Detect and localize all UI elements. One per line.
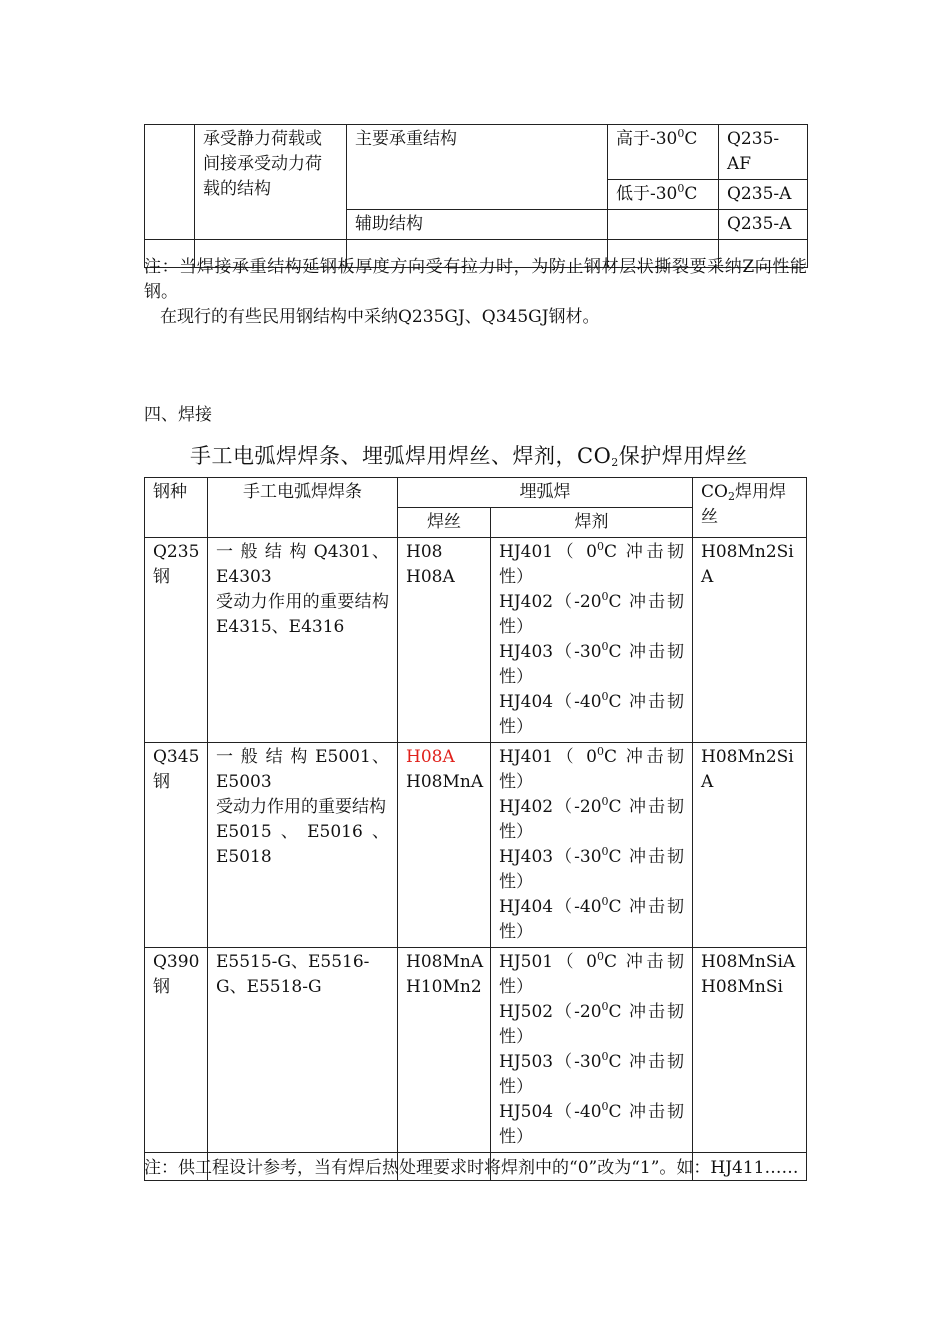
flux-item: $HJ403(-30^0C$ 冲击韧性）	[499, 640, 684, 687]
table1-aux-structure: 辅助结构	[347, 210, 608, 240]
electrode-general: E5515-G、E5516-G、E5518-G	[216, 952, 370, 997]
flux-item: HJ501（ $0^0C$ 冲击韧性）	[499, 950, 684, 997]
table1-aux-grade: Q235-A	[719, 210, 808, 240]
steel-grade: Q345钢	[145, 743, 208, 948]
flux-cell	[491, 948, 693, 1153]
wire-item: H08MnA	[406, 952, 484, 972]
electrode-dynamic: 受动力作用的重要结构E4315、E4316	[216, 592, 389, 637]
wire-cell	[398, 948, 491, 1153]
table1-applicability: 承受静力荷载或间接承受动力荷载的结构	[195, 125, 347, 240]
electrode-general: 一 般 结 构 E5001、E5003	[216, 747, 389, 792]
electrode-dynamic: 受动力作用的重要结构	[216, 797, 386, 817]
table1-below-temp: 低于$-30^0C$	[608, 180, 719, 210]
note-z-direction-steel: 注：当焊接承重结构延钢板厚度方向受有拉力时，为防止钢材层状撕裂要采纳Z向性能钢。	[144, 257, 807, 302]
header-wire: 焊丝	[398, 508, 491, 538]
flux-item: $HJ402(-20^0C$ 冲击韧性）	[499, 795, 684, 842]
co2-wire-cell: H08Mn2SiA	[693, 743, 807, 948]
flux-item: $HJ404(-40^0C$ 冲击韧性）	[499, 690, 684, 737]
flux-item: $HJ402(-20^0C$ 冲击韧性）	[499, 590, 684, 637]
steel-grade: Q390钢	[145, 948, 208, 1153]
header-co2-wire: $CO_2$焊用焊丝	[693, 478, 807, 538]
wire-item-highlighted: H08A	[406, 747, 455, 767]
table1-empty-cell	[145, 125, 195, 240]
wire-cell	[398, 538, 491, 743]
flux-item: $HJ503(-30^0C$ 冲击韧性）	[499, 1050, 684, 1097]
electrode-cell	[208, 948, 398, 1153]
header-saw: 埋弧焊	[398, 478, 693, 508]
flux-cell	[491, 743, 693, 948]
wire-item: H08A	[406, 567, 455, 587]
flux-item: $HJ403(-30^0C$ 冲击韧性）	[499, 845, 684, 892]
electrode-general: 一 般 结 构 Q4301、E4303	[216, 542, 389, 587]
electrode-dynamic-codes: E5015、E5016、E5018	[216, 822, 389, 867]
flux-item: $HJ404(-40^0C$ 冲击韧性）	[499, 895, 684, 942]
note-civil-steel: 在现行的有些民用钢结构中采纳Q235GJ、Q345GJ钢材。	[160, 307, 600, 327]
header-flux: 焊剂	[491, 508, 693, 538]
electrode-cell	[208, 743, 398, 948]
wire-item: H08	[406, 542, 443, 562]
note-heat-treatment: 注：供工程设计参考，当有焊后热处理要求时将焊剂中的“0”改为“1”。如：HJ411……	[144, 1158, 799, 1178]
flux-item: $HJ502(-20^0C$ 冲击韧性）	[499, 1000, 684, 1047]
electrode-cell	[208, 538, 398, 743]
table-row	[145, 538, 807, 743]
flux-cell	[491, 538, 693, 743]
header-steel: 钢种	[145, 478, 208, 538]
steel-grade: Q235钢	[145, 538, 208, 743]
flux-item: $HJ504(-40^0C$ 冲击韧性）	[499, 1100, 684, 1147]
co2-wire-cell	[693, 948, 807, 1153]
flux-item: HJ401（ $0^0C$ 冲击韧性）	[499, 540, 684, 587]
co2-wire-item: H08MnSi	[701, 977, 783, 997]
table1-above-grade: Q235-AF	[719, 125, 808, 180]
co2-wire-item: H08MnSiA	[701, 952, 796, 972]
section-heading: 四、焊接	[144, 405, 212, 425]
wire-item: H10Mn2	[406, 977, 482, 997]
table-title: 手工电弧焊焊条、埋弧焊用焊丝、焊剂，$CO_2$保护焊用焊丝	[190, 444, 748, 469]
co2-wire-cell: H08Mn2SiA	[693, 538, 807, 743]
wire-item: H08MnA	[406, 772, 484, 792]
table1-below-grade: Q235-A	[719, 180, 808, 210]
table1-aux-empty	[608, 210, 719, 240]
flux-item: HJ401（ $0^0C$ 冲击韧性）	[499, 745, 684, 792]
steel-selection-table	[144, 124, 808, 268]
table1-above-temp: 高于$-30^0C$	[608, 125, 719, 180]
welding-materials-table	[144, 477, 807, 1181]
table-row	[145, 743, 807, 948]
table-row	[145, 948, 807, 1153]
wire-cell	[398, 743, 491, 948]
table1-main-structure: 主要承重结构	[347, 125, 608, 210]
header-electrode: 手工电弧焊焊条	[208, 478, 398, 538]
